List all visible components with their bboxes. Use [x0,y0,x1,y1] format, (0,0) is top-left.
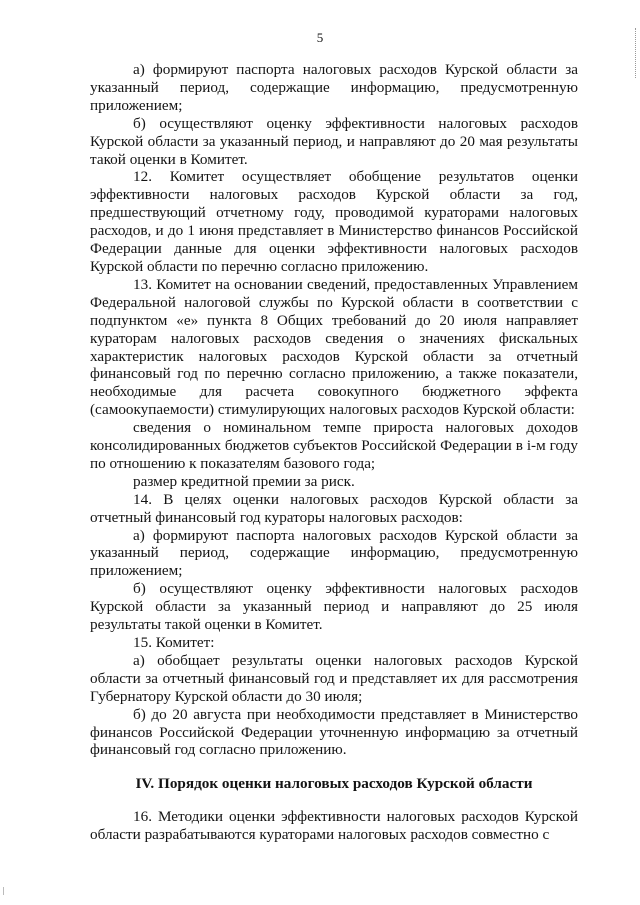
paragraph-14: 14. В целях оценки налоговых расходов Курской области за отчетный финансовый год кураторы налоговых расходов: [90,490,578,526]
paragraph-15: 15. Комитет: [133,634,215,651]
paragraph-13-item-1: сведения о номинальном темпе прироста налоговых доходов консолидированных бюджетов субъектов Российской Федерации в i-м году по отношению к показателям базового года; [90,419,578,472]
paragraph-13-item-2: размер кредитной премии за риск. [133,472,355,490]
paragraph-11a: а) формируют паспорта налоговых расходов Курской области за указанный период, содержащие информацию, предусмотренную приложением; [90,61,578,114]
paragraph-13: 13. Комитет на основании сведений, предоставленных Управлением Федеральной налоговой службы по Курской области в соответствии с подпунктом «е» пункта 8 Общих требований до 20 июля направляет кураторам налоговых расходов сведения о значениях фискальных характеристик налоговых расходов Курской области за отчетный финансовый год по перечню согласно приложению, а также показатели, необходимые для расчета совокупного бюджетного эффекта (самоокупаемости) стимулирующих налоговых расходов Курской области: [90,275,578,419]
document-body [90,61,578,844]
corner-mark [3,887,4,895]
section-heading: IV. Порядок оценки налоговых расходов Курской области [135,775,533,793]
paragraph-11b: б) осуществляют оценку эффективности налоговых расходов Курской области за указанный период, и направляют до 20 мая результаты такой оценки в Комитет. [90,114,578,168]
paragraph-12: 12. Комитет осуществляет обобщение результатов оценки эффективности налоговых расходов Курской области за год, предшествующий отчетному году, проводимой кураторами налоговых расходов, и до 1 июня представляет в Министерство финансов Российской Федерации данные для оценки эффективности налоговых расходов Курской области по перечню согласно приложению. [90,168,578,275]
margin-mark [633,28,636,78]
paragraph-14b: б) осуществляют оценку эффективности налоговых расходов Курской области за указанный период и направляют до 25 июля результаты такой оценки в Комитет. [90,580,578,634]
page-number: 5 [316,30,324,45]
paragraph-15b: б) до 20 августа при необходимости представляет в Министерство финансов Российской Федерации уточненную информацию за отчетный финансовый год согласно приложению. [90,705,578,759]
paragraph-15a: а) обобщает результаты оценки налоговых расходов Курской области за отчетный финансовый год и представляет их для рассмотрения Губернатору Курской области до 30 июля; [90,651,578,705]
paragraph-16: 16. Методики оценки эффективности налоговых расходов Курской области разрабатываются кураторами налоговых расходов совместно с [90,808,578,844]
paragraph-14a: а) формируют паспорта налоговых расходов Курской области за указанный период, содержащие информацию, предусмотренную приложением; [90,526,578,580]
